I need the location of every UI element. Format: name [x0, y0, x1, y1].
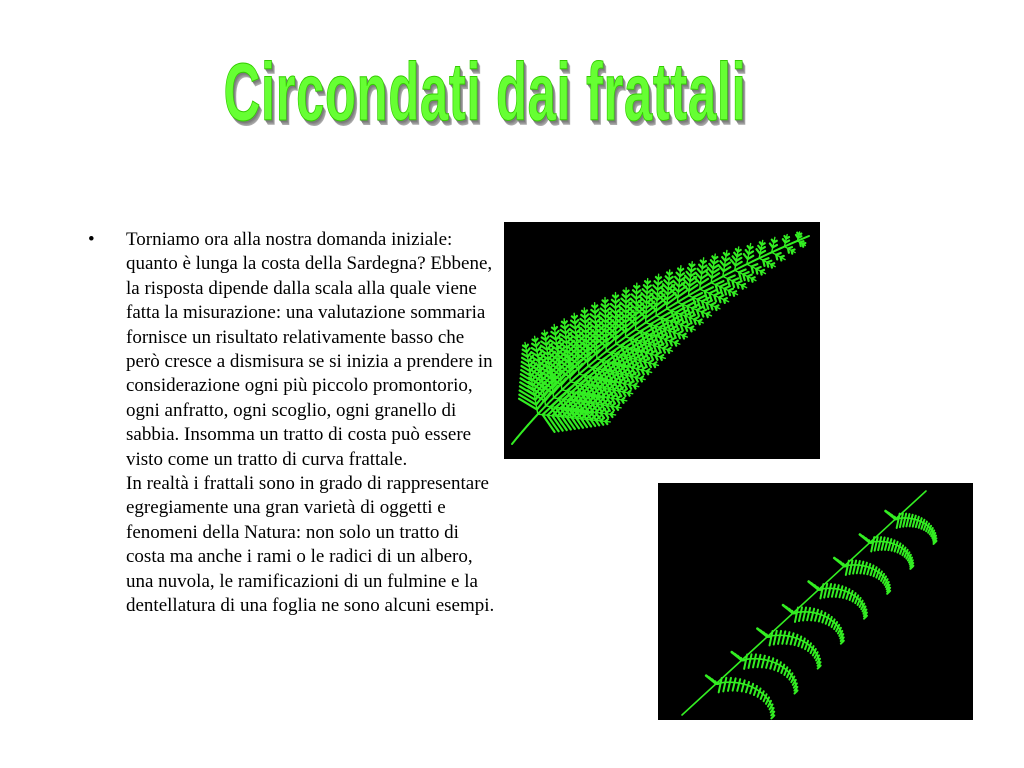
- fern-leaf-svg: [504, 222, 820, 459]
- slide-title: Circondati dai frattali: [223, 47, 747, 138]
- paragraph-nature: In realtà i frattali sono in grado di rappresentare egregiamente una gran varietà di oggetti e fenomeni della Natura: non solo un tratto di costa ma anche i rami o le radici di un albero, una nuvola, le ramificazioni di un fulmine e la dentellatura di una foglia ne sono alcuni esempi.: [126, 473, 495, 617]
- fern-fronds-image: [658, 483, 973, 720]
- bullet-content: [126, 228, 496, 619]
- fern-fronds-drawing: [682, 491, 937, 718]
- fern-leaf-image: [504, 222, 820, 459]
- fern-leaf-drawing: [512, 232, 809, 444]
- body-text: [88, 228, 496, 619]
- bullet-item: [88, 228, 496, 619]
- fern-fronds-svg: [658, 483, 973, 720]
- bullet-dot: •: [88, 229, 95, 250]
- paragraph-coastline: Torniamo ora alla nostra domanda iniziale: quanto è lunga la costa della Sardegna? Ebbene, la risposta dipende dalla scala alla quale viene fatta la misurazione: una valutazione sommaria fornisce un risultato relativamente basso che però cresce a dismisura se si inizia a prendere in considerazione ogni più piccolo promontorio, ogni anfratto, ogni scoglio, ogni granello di sabbia. Insomma un tratto di costa può essere visto come un tratto di curva frattale.: [126, 229, 493, 470]
